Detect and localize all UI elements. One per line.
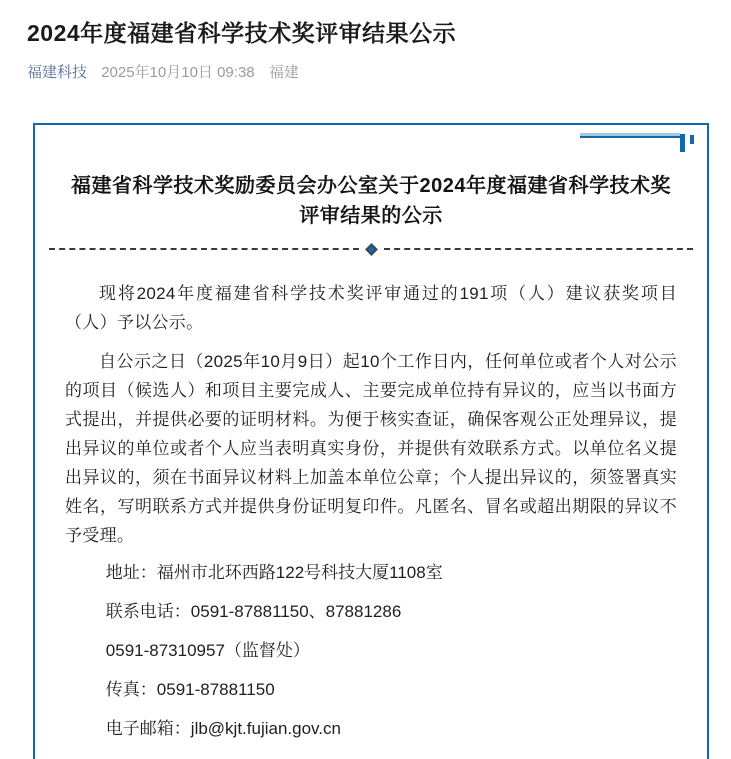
account-link[interactable]: 福建科技 — [27, 64, 88, 82]
diamond-icon — [365, 243, 378, 256]
contact-line-address: 地址：福州市北环西路122号科技大厦1108室 — [105, 563, 443, 583]
contact-info — [65, 558, 677, 743]
corner-decoration-icon — [577, 133, 697, 155]
notice-card — [33, 123, 709, 759]
contact-line-fax: 传真：0591-87881150 — [105, 680, 275, 700]
divider-dash-left — [49, 248, 359, 250]
notice-heading: 福建省科学技术奖励委员会办公室关于2024年度福建省科学技术奖评审结果的公示 — [71, 175, 671, 228]
section-divider — [49, 241, 693, 257]
divider-dash-right — [384, 248, 694, 250]
article-header — [0, 0, 731, 83]
contact-line-email: 电子邮箱：jlb@kjt.fujian.gov.cn — [105, 719, 341, 739]
location-link[interactable]: 福建 — [268, 64, 299, 82]
article-content — [0, 123, 731, 759]
notice-paragraph-intro: 现将2024年度福建省科学技术奖评审通过的191项（人）建议获奖项目（人）予以公示。 — [65, 284, 677, 333]
contact-line-supervision-phone: 0591-87310957（监督处） — [105, 641, 310, 661]
notice-paragraph-objection-rules: 自公示之日（2025年10月9日）起10个工作日内，任何单位或者个人对公示的项目（候选人）和项目主要完成人、主要完成单位持有异议的，应当以书面方式提出，并提供必要的证明材料。为便于核实查证，确保客观公正处理异议，提出异议的单位或者个人应当表明真实身份，并提供有效联系方式。以单位名义提出异议的，须在书面异议材料上加盖本单位公章；个人提出异议的，须签署真实姓名，写明联系方式并提供身份证明复印件。凡匿名、冒名或超出期限的异议不予受理。 — [65, 352, 677, 546]
publish-datetime: 2025年10月10日 09:38 — [101, 64, 255, 82]
contact-line-phone: 联系电话：0591-87881150、87881286 — [105, 602, 402, 622]
article-meta — [27, 63, 704, 83]
decoration-tall-bar — [680, 134, 685, 152]
page-title: 2024年度福建省科学技术奖评审结果公示 — [27, 20, 457, 46]
decoration-small-bar — [690, 135, 694, 144]
decoration-horizontal-line — [580, 133, 680, 138]
